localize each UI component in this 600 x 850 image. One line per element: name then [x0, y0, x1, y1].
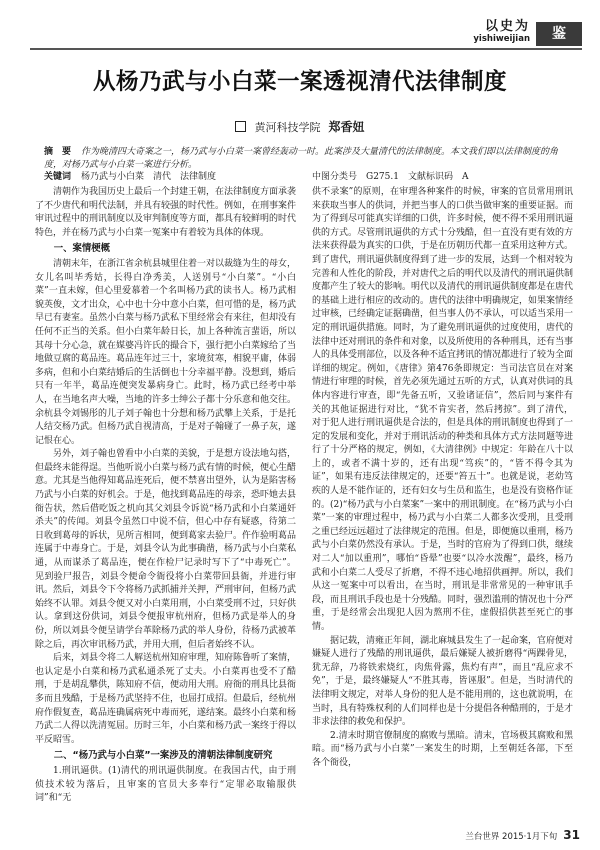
paragraph: 清朝末年，在浙江省余杭县城里住着一对以裁缝为生的母女，女儿名叫毕秀姑，长得白净秀美，人送别号“小白菜”。“小白菜”一直未嫁，但心里爱慕着一个名叫杨乃武的读书人。杨乃武相貌英俊，文才出众，心中也十分中意小白菜，但可惜的是，杨乃武早已有妻室。虽然小白菜与杨乃武私下里经常会有来往，但却没有任何不正当的关系。但小白菜年龄日长，加上各种流言蜚语，所以其母十分心急，就在媒婆冯许氏的撮合下，强行把小白菜嫁给了当地做豆腐的葛品连。葛品连年过三十，家境贫寒，相貌平庸，体弱多病，但和小白菜结婚后的生活倒也十分幸福平静。没想到，婚后只有一年半，葛品连便突发暴病身亡。此时，杨乃武已经考中举人，在当地名声大噪，当地的许多士绅公子都十分乐意和他交往。余杭县令刘锡彤的儿子刘子翰也十分想和杨乃武攀上关系，于是托人结交杨乃武。但杨乃武自视清高，于是对子翰碰了一鼻子灰，遂记恨在心。 [35, 258, 296, 446]
left-column [35, 186, 296, 841]
classification-code: 中图分类号 G275.1 文献标识码 A [312, 172, 469, 182]
paragraph: 清朝作为我国历史上最后一个封建王朝，在法律制度方面承袭了不少唐代和明代法制，并具有较强的时代性。例如，在刑事案件审讯过程中的刑讯制度以及审判制度等方面，都具有较鲜明的时代特色，并在杨乃武与小白菜一冤案中有着较为具体的体现。 [35, 187, 296, 238]
abstract [44, 146, 564, 171]
paragraph: 后来，刘县令将二人解送杭州知府审理，知府陈鲁听了案情，也认定是小白菜和杨乃武私通杀死了丈夫。小白菜再也受不了酷刑，于是胡乱攀供，陈知府不信，便动用大刑。府衙的刑具比县衙多而且残酷，于是杨乃武坚持不住，也屈打成招。但最后，经杭州府作假复查，葛品连确属病死中毒而死，遂结案。最终小白菜和杨乃武二人得以洗清冤屈。历时三年，小白菜和杨乃武一案终于得以平反昭雪。 [35, 653, 296, 745]
page-footer [465, 828, 580, 842]
section-badge: 鉴 [536, 22, 582, 46]
author-name: 郑香妞 [328, 120, 365, 134]
paragraph: 据记载，清雍正年间，湖北麻城县发生了一起命案，官府便对嫌疑人进行了残酷的刑讯逼供，最后嫌疑人被折磨得“两踝骨见，犹无辞，乃将铁索烧红，肉焦骨露，焦灼有声”，而且“乱应求不免”，于是，最终嫌疑人“不胜其毒，皆诬服”。但是，当时清代的法律明文规定，对举人身份的犯人是不能用刑的，这也就说明，在当时，具有特殊权利的人们同样也是十分提倡各种酷刑的，于是才非求法律的救免和保护。 [312, 635, 573, 728]
section-heading: 一、案情梗概 [53, 243, 111, 255]
page-number: 31 [563, 828, 580, 842]
paragraph: 1.刑讯逼供。(1)清代的刑讯逼供制度。在我国古代，由于刑侦技术较为落后，且审案的官员大多奉行“定罪必取输服供词”和“无 [35, 765, 296, 804]
affiliation: 黄河科技学院 [254, 121, 321, 134]
keywords-row [44, 171, 564, 184]
header-divider [30, 48, 582, 50]
square-bullet-icon [235, 121, 246, 132]
byline [0, 118, 600, 135]
section-title-en: yishiweijian [473, 34, 530, 44]
keywords-text: 杨乃武与小白菜 清代 法律制度 [81, 172, 217, 182]
right-column [312, 186, 573, 841]
paragraph: 2.清末时期官僚制度的腐败与黑暗。清末，官场极其腐败和黑暗。而“杨乃武与小白菜”一案发生的时期，上至朝廷各部，下至各个衙役， [312, 730, 573, 768]
abstract-text: 作为晚清四大奇案之一，杨乃武与小白菜一案曾经轰动一时。此案涉及大量清代的法律制度。本文我们即以法律制度的角度，对杨乃武与小白菜一案进行分析。 [44, 147, 559, 170]
paragraph: 供不录案”的原则，在审理各种案件的时候，审案的官员常用刑讯来获取当事人的供词，并把当事人的口供当做审案的重要证据。而为了得到尽可能真实详细的口供，许多时候，便不得不采用刑讯逼供的方式。尽管刑讯逼供的方式十分残酷，但一直没有更有效的方法来获得最为真实的口供，于是在历朝历代都一直采用这种方式。到了唐代，刑讯逼供制度得到了进一步的发展，达到一个相对较为完善和人性化的阶段，并对唐代之后的明代以及清代的刑讯逼供制度都产生了较大的影响。明代以及清代的刑讯逼供制度都是在唐代的基础上进行相应的改动的。唐代的法律中明确规定，如果案情经过审核，已经确定证据确凿，但当事人仍不承认，可以适当采用一定的刑讯逼供措施。同时，为了避免刑讯逼供的过度使用，唐代的法律中还对刑讯的条件和对象，以及所使用的各种刑具，还有当事人的具体受刑部位，以及各种不适宜拷讯的情况都进行了较为全面详细的规定。例如，《唐律》第476条即规定：当司法官员在对案情进行审理的时候，首先必须先通过五听的方式，认真对供词的具体内容进行审查，即“先备五听，又验诸证信”，然后同与案件有关的其他证据进行对比，“犹不肯实者，然后拷掠”。到了清代，对于犯人进行刑讯逼供是合法的，但是具体的刑讯制度也得到了一定的发展和变化，并对于刑讯活动的种类和具体方式方法同题等进行了十分严格的规定，例如，《大清律例》中规定：年龄在八十以上的，或者不满十岁的，还有出现“笃疾”的，“皆不得令其为证”，如果有违反法律规定的，还要“笞五十”。也就是说，老幼笃疾的人是不能作证的，还有妇女与生员和监生，也是没有资格作证的。(2)“杨乃武与小白菜案”一案中的刑讯制度。在“杨乃武与小白菜”一案的审理过程中，杨乃武与小白菜二人都多次受刑，且受刑之重已经远远超过了法律规定的范围。但是，即便施以重刑，杨乃武与小白菜仍然没有承认。于是，当时的官府为了得到口供，继续对二人“加以重刑”，哪怕“昏晕”也要“以冷水泼醒”，最终，杨乃武和小白菜二人受尽了折磨，不得不违心地招供画押。所以，我们从这一冤案中可以看出，在当时，刑讯是非常常见的一种审讯手段，而且刑讯手段也是十分残酷。同时，强烈滥刑的情况也十分严重，于是经常会出现犯人因为熬刑不住，虚假招供甚至死亡的事情。 [312, 187, 573, 632]
article-title: 从杨乃武与小白菜一案透视清代法律制度 [92, 69, 507, 95]
section-header [473, 20, 530, 45]
abstract-label: 摘 要 [44, 147, 72, 157]
paragraph: 另外，刘子翰也曾看中小白菜的美貌，于是想方设法地勾搭，但最终未能得逞。当他听说小白菜与杨乃武有情的时候，便心生醋意。尤其是当他得知葛品连死后，便不禁喜出望外，认为是陷害杨乃武与小白菜的好机会。于是，他找到葛品连的母亲，恐吓她去县衙告状，然后借吃饭之机向其父刘县令诉说“杨乃武和小白菜通奸杀夫”的传闻。刘县令虽然口中说不信，但心中存有疑惑，待第二日收到葛母的诉状，见所言相同，便到葛家去验尸。仵作验明葛品连属于中毒身亡。于是，刘县令认为此事确凿，杨乃武与小白菜私通，从而谋杀了葛品连，便在作检尸记录时写下了“中毒死亡”。见到验尸报告，刘县令便命令衙役将小白菜带回县衙，并进行审讯。然后，刘县令下令将杨乃武抓捕并关押，严刑审问，但杨乃武始终不认罪。刘县令便又对小白菜用刑，小白菜受刑不过，只好供认。拿到这份供词，刘县令便报审杭州府，但杨乃武是举人的身份，所以刘县令便呈请学台革除杨乃武的举人身份，待杨乃武被革除之后，再次审讯杨乃武，并用大刑，但后者始终不认。 [35, 449, 296, 650]
section-heading: 二、“杨乃武与小白菜”一案涉及的清朝法律制度研究 [53, 750, 273, 762]
keywords-label: 关键词 [44, 172, 72, 182]
section-title-cn: 以史为 [484, 19, 530, 34]
journal-issue: 兰台世界 2015·1月下旬 [465, 832, 558, 842]
